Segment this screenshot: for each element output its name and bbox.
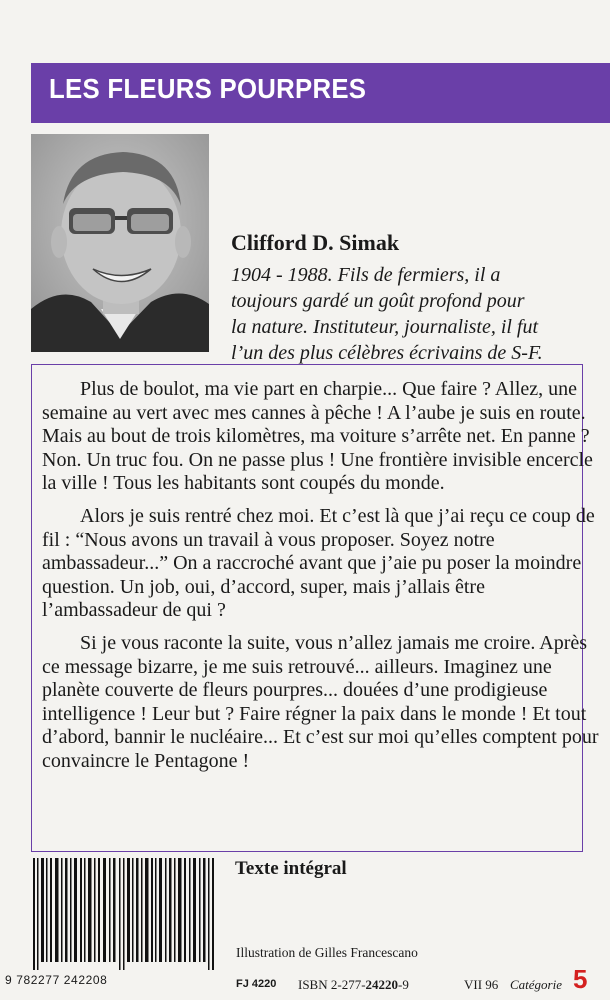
synopsis <box>42 378 602 783</box>
author-bio-line: la nature. Instituteur, journaliste, il fut <box>231 316 539 338</box>
isbn-suffix: -9 <box>398 977 409 992</box>
synopsis-paragraph: Plus de boulot, ma vie part en charpie... Que faire ? Allez, une semaine au vert avec mes cannes à pêche ! A l’aube je suis en route. Mais au bout de trois kilomètres, ma voiture s’arrête net. En panne ? Non. Un truc fou. On ne passe plus ! Une frontière invisible encercle la ville ! Tous les habitants sont coupés du monde. <box>42 378 593 495</box>
fj-code: FJ 4220 <box>236 978 277 990</box>
author-bio-line: toujours gardé un goût profond pour <box>231 290 525 312</box>
isbn-prefix: ISBN 2-277- <box>298 977 366 992</box>
barcode-digits: 9 782277 242208 <box>5 973 108 987</box>
synopsis-paragraph: Alors je suis rentré chez moi. Et c’est là que j’ai reçu ce coup de fil : “Nous avons un travail à vous proposer. Soyez notre ambassadeur...” On a raccroché avant que j’aie pu poser la moindre question. Un job, oui, d’accord, super, mais j’allais être l’ambassadeur de qui ? <box>42 504 595 622</box>
title-banner <box>31 63 610 123</box>
illustration-credit: Illustration de Gilles Francescano <box>236 945 418 960</box>
barcode <box>31 858 216 970</box>
category-number: 5 <box>573 964 588 994</box>
author-bio-line: 1904 - 1988. Fils de fermiers, il a <box>231 264 501 286</box>
edition-date: VII 96 <box>464 977 499 992</box>
synopsis-paragraph: Si je vous raconte la suite, vous n’allez jamais me croire. Après ce message bizarre, je me suis retrouvé... ailleurs. Imaginez une planète couverte de fleurs pourpres... douées d’une prodigieuse intelligence ! Leur but ? Faire régner la paix dans le monde ! Et tout d’abord, bannir le nucléaire... Et c’est sur moi qu’elles comptent pour convaincre le Pentagone ! <box>42 631 599 772</box>
isbn-bold: 24220 <box>365 977 399 992</box>
author-bio <box>231 262 610 366</box>
author-bio-line: l’un des plus célèbres écrivains de S-F. <box>231 342 543 364</box>
author-photo <box>31 134 209 352</box>
category-label: Catégorie <box>510 977 562 992</box>
integral-text-label: Texte intégral <box>235 858 347 879</box>
book-title: LES FLEURS POURPRES <box>49 73 367 104</box>
isbn <box>298 977 409 993</box>
author-name: Clifford D. Simak <box>231 230 400 255</box>
